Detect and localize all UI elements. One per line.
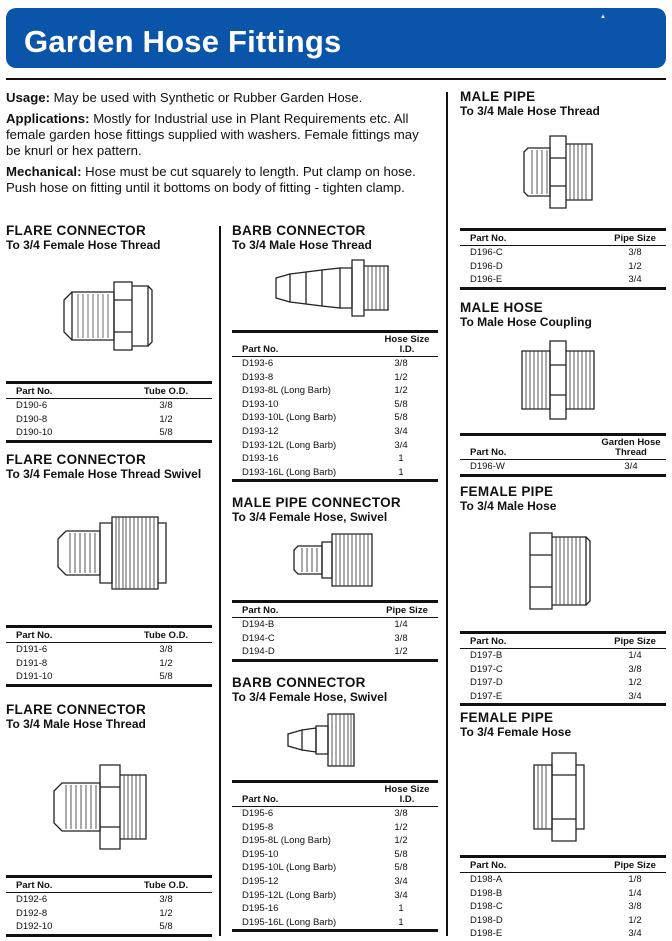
section-title: BARB CONNECTOR (232, 223, 366, 238)
section-subtitle: To 3/4 Female Hose, Swivel (232, 510, 388, 524)
table-row: D197-B 1/4 (470, 650, 642, 661)
table-row: D195-16L (Long Barb) 1 (242, 916, 404, 928)
section-title: FEMALE PIPE (460, 484, 554, 499)
table-row: D193-8L (Long Barb) 1/2 (242, 385, 408, 397)
table-row: D198-C 3/8 (470, 901, 642, 913)
table-row: D194-B 1/4 (242, 619, 408, 630)
section-title: BARB CONNECTOR (232, 675, 366, 690)
table-row: D193-8 1/2 (242, 371, 408, 383)
table-row: D195-10 5/8 (242, 848, 408, 860)
table-row: D195-12 3/4 (242, 875, 408, 887)
table-row: D194-D 1/2 (242, 646, 408, 658)
table-row: D193-6 3/8 (242, 358, 408, 369)
table-row: D191-6 3/8 (16, 644, 173, 655)
table-row: D193-12L (Long Barb) 3/4 (242, 439, 408, 451)
flare-connector-male-illustration (6, 737, 212, 867)
table-row: D190-8 1/2 (16, 413, 173, 425)
caret-icon: ▲ (600, 14, 606, 20)
applications-paragraph: Applications: Mostly for Industrial use in Plant Requirements etc. All female garden hose fittings supplied with washers. Female fittings may be knurl or hex pattern. (6, 111, 419, 158)
table-row: D195-16 1 (242, 903, 404, 915)
table-row: D197-E 3/4 (470, 690, 642, 702)
table-row: D190-10 5/8 (16, 427, 173, 439)
section-subtitle: To 3/4 Male Hose Thread (460, 104, 600, 118)
table-row: D194-C 3/8 (242, 632, 408, 644)
section-subtitle: To 3/4 Male Hose Thread (232, 238, 372, 252)
table-row: D191-8 1/2 (16, 657, 173, 669)
table-row: D193-16L (Long Barb) 1 (242, 466, 404, 478)
intro-text (6, 90, 434, 201)
male-hose-illustration (460, 335, 666, 425)
section-subtitle: To 3/4 Female Hose Thread Swivel (6, 467, 202, 481)
section-subtitle: To 3/4 Female Hose (460, 725, 572, 739)
header-banner (6, 8, 666, 68)
parts-table: Part No. Pipe Size D198-A 1/8 D198-B 1/4 D198-C 3/8 D198-D 1/2 D198-E 3/4 (460, 855, 666, 941)
barb-connector-male-illustration (232, 258, 438, 322)
parts-table: Part No. Tube O.D. D192-6 3/8 D192-8 1/2 D192-10 5/8 (6, 875, 212, 937)
table-row: D192-6 3/8 (16, 894, 173, 905)
section-female-pipe-female-hose (460, 710, 666, 941)
table-row: D195-8 1/2 (242, 821, 408, 833)
table-row: D195-10L (Long Barb) 5/8 (242, 862, 408, 874)
section-subtitle: To 3/4 Female Hose Thread (6, 238, 161, 252)
male-pipe-connector-illustration (232, 530, 438, 592)
parts-table: Part No. Tube O.D. D190-6 3/8 D190-8 1/2 D190-10 5/8 (6, 381, 212, 443)
table-row: D191-10 5/8 (16, 671, 173, 683)
female-pipe-male-hose-illustration (460, 519, 666, 623)
table-row: D198-E 3/4 (470, 928, 642, 940)
table-row: D198-D 1/2 (470, 914, 642, 926)
mechanical-paragraph: Mechanical: Hose must be cut squarely to length. Put clamp on hose. Push hose on fitting until it bottoms on body of fitting - tighten clamp. (6, 164, 416, 195)
section-subtitle: To 3/4 Female Hose, Swivel (232, 690, 388, 704)
table-row: D198-B 1/4 (470, 887, 642, 899)
male-pipe-illustration (460, 124, 666, 220)
section-title: FEMALE PIPE (460, 710, 554, 725)
section-flare-connector-female (6, 223, 212, 443)
table-row: D196-C 3/8 (470, 247, 642, 258)
table-row: D195-8L (Long Barb) 1/2 (242, 835, 408, 847)
table-row: D197-C 3/8 (470, 663, 642, 675)
top-divider (6, 78, 666, 80)
section-barb-connector-male (232, 223, 438, 482)
table-row: D192-8 1/2 (16, 907, 173, 919)
barb-connector-swivel-illustration (232, 710, 438, 772)
section-male-pipe-connector (232, 495, 438, 662)
parts-table: Part No. Pipe Size D197-B 1/4 D197-C 3/8 D197-D 1/2 D197-E 3/4 (460, 631, 666, 706)
column-divider (446, 92, 448, 936)
section-title: MALE PIPE (460, 89, 536, 104)
table-row: D195-12L (Long Barb) 3/4 (242, 889, 408, 901)
table-row: D196-E 3/4 (470, 274, 642, 286)
parts-table: Part No. Garden Hose Thread D196-W 3/4 (460, 433, 666, 477)
flare-connector-female-illustration (6, 258, 212, 373)
table-row: D197-D 1/2 (470, 677, 642, 689)
table-row: D196-W 3/4 (470, 461, 638, 472)
flare-connector-swivel-illustration (6, 487, 212, 617)
table-row: D192-10 5/8 (16, 921, 173, 933)
section-subtitle: To Male Hose Coupling (460, 315, 592, 329)
table-row: D193-10 5/8 (242, 398, 408, 410)
table-row: D196-D 1/2 (470, 260, 642, 272)
section-barb-connector-swivel (232, 675, 438, 932)
usage-paragraph: Usage: May be used with Synthetic or Rubber Garden Hose. (6, 90, 363, 105)
table-row: D190-6 3/8 (16, 400, 173, 411)
section-title: FLARE CONNECTOR (6, 223, 147, 238)
section-flare-connector-male (6, 702, 212, 937)
column-divider (219, 226, 221, 936)
section-flare-connector-swivel (6, 452, 212, 687)
table-row: D193-16 1 (242, 453, 404, 465)
table-row: D193-10L (Long Barb) 5/8 (242, 412, 408, 424)
parts-table: Part No. Tube O.D. D191-6 3/8 D191-8 1/2 D191-10 5/8 (6, 625, 212, 687)
section-title: FLARE CONNECTOR (6, 702, 147, 717)
section-title: FLARE CONNECTOR (6, 452, 147, 467)
parts-table: Part No. Hose Size I.D. D193-6 3/8 D193-8 1/2 D193-8L (Long Barb) 1/2 D193-10 5/8 D193-10L (Long Barb) 5/8 D193-12 3/4 D193-12L (Long Barb) 3/4 D193-16 1 D193-16L (Long Barb) 1 (232, 330, 438, 482)
section-male-pipe (460, 89, 666, 290)
section-female-pipe-male-hose (460, 484, 666, 706)
section-subtitle: To 3/4 Male Hose (460, 499, 557, 513)
section-male-hose (460, 300, 666, 477)
page-title: Garden Hose Fittings (24, 24, 342, 59)
parts-table: Part No. Hose Size I.D. D195-6 3/8 D195-8 1/2 D195-8L (Long Barb) 1/2 D195-10 5/8 D195-10L (Long Barb) 5/8 D195-12 3/4 D195-12L (Long Barb) 3/4 D195-16 1 D195-16L (Long Barb) 1 (232, 780, 438, 932)
table-row: D198-A 1/8 (470, 874, 642, 885)
section-title: MALE HOSE (460, 300, 543, 315)
section-title: MALE PIPE CONNECTOR (232, 495, 401, 510)
table-row: D193-12 3/4 (242, 425, 408, 437)
section-subtitle: To 3/4 Male Hose Thread (6, 717, 146, 731)
parts-table: Part No. Pipe Size D194-B 1/4 D194-C 3/8 D194-D 1/2 (232, 600, 438, 662)
female-pipe-female-hose-illustration (460, 745, 666, 847)
parts-table: Part No. Pipe Size D196-C 3/8 D196-D 1/2 D196-E 3/4 (460, 228, 666, 290)
table-row: D195-6 3/8 (242, 808, 408, 819)
